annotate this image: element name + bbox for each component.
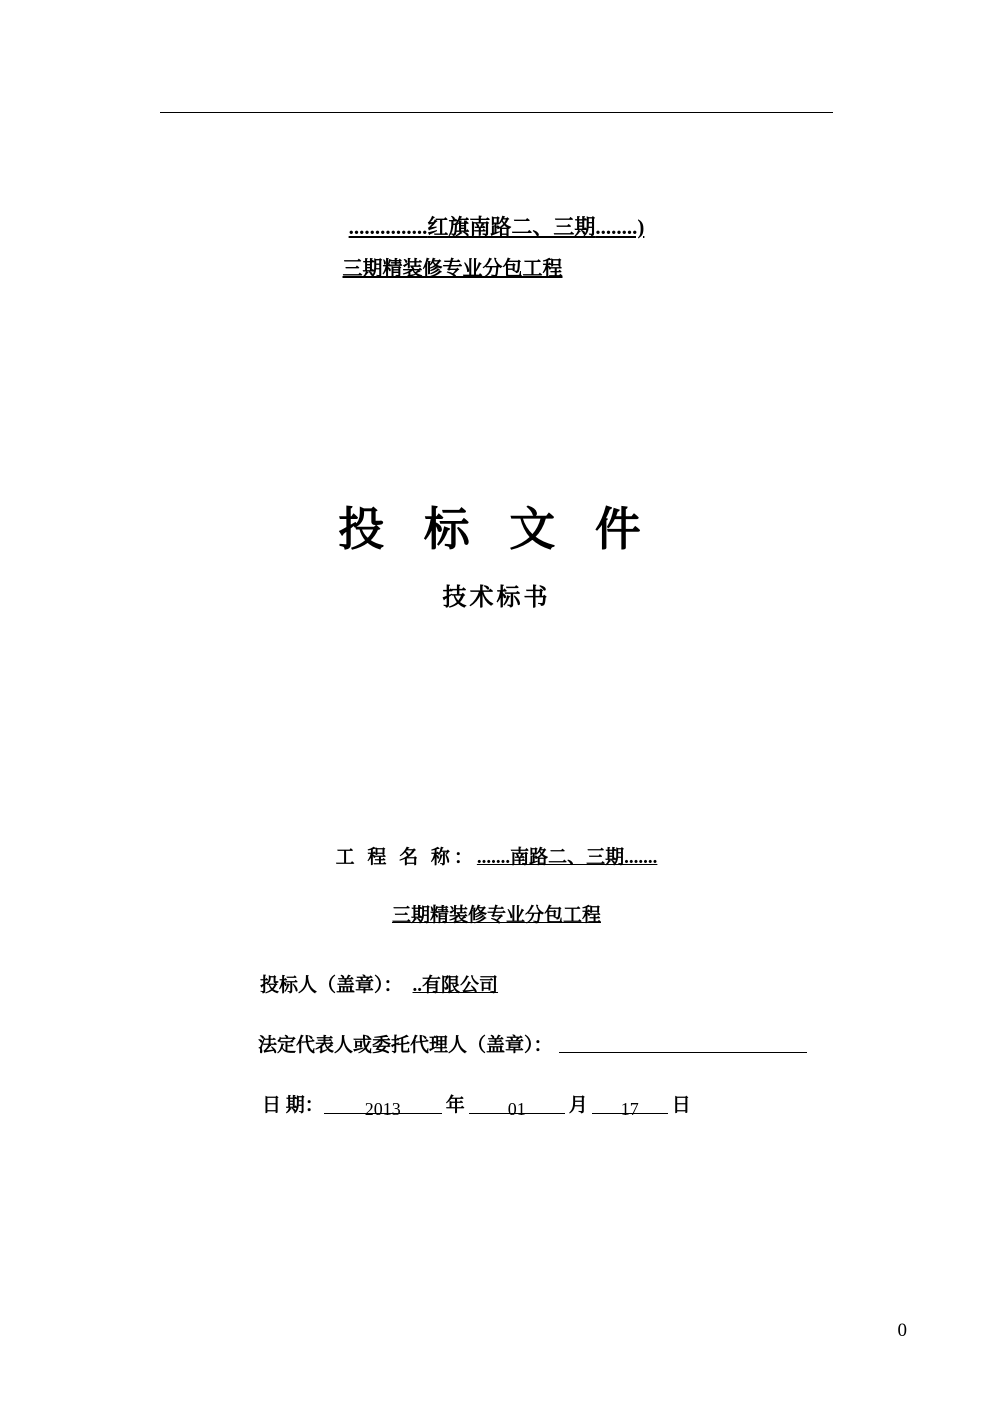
- date-day-unit: 日: [671, 1095, 691, 1116]
- date-row: [0, 1086, 993, 1126]
- project-header-subtitle: 三期精装修专业分包工程: [342, 258, 563, 280]
- header-divider: [160, 112, 833, 113]
- project-name-row: [0, 838, 993, 878]
- date-month-value: 01: [469, 1089, 565, 1114]
- date-month-unit: 月: [568, 1095, 588, 1116]
- page-subtitle: 技术标书: [442, 585, 551, 611]
- project-name-label: 工 程 名 称：: [335, 847, 477, 868]
- leading-dots: ...............: [348, 215, 428, 239]
- project-name-value-2: 三期精装修专业分包工程: [391, 905, 601, 926]
- project-header-line-2: [0, 252, 993, 286]
- date-label: 日 期：: [262, 1095, 324, 1116]
- project-header-line-1: [0, 210, 993, 244]
- page-number: 0: [897, 1320, 907, 1341]
- date-year-unit: 年: [445, 1095, 465, 1116]
- bidder-row: [0, 966, 993, 1006]
- project-header-block: [0, 210, 993, 286]
- representative-row: [0, 1026, 993, 1066]
- project-name-value: .......南路二、三期.......: [476, 847, 658, 868]
- bidder-value: ..有限公司: [412, 975, 499, 996]
- page-title: 投 标 文 件: [338, 504, 655, 555]
- representative-label: 法定代表人或委托代理人（盖章）：: [258, 1035, 553, 1056]
- project-header-title: 红旗南路二、三期: [427, 215, 596, 239]
- project-name-row-2: [0, 896, 993, 936]
- trailing-dots: ........): [595, 215, 645, 239]
- date-year-value: 2013: [324, 1089, 442, 1114]
- representative-blank-line: [559, 1034, 807, 1053]
- date-day-value: 17: [592, 1089, 668, 1114]
- bidder-label: 投标人（盖章）：: [260, 975, 403, 996]
- signature-form-block: [0, 838, 993, 1126]
